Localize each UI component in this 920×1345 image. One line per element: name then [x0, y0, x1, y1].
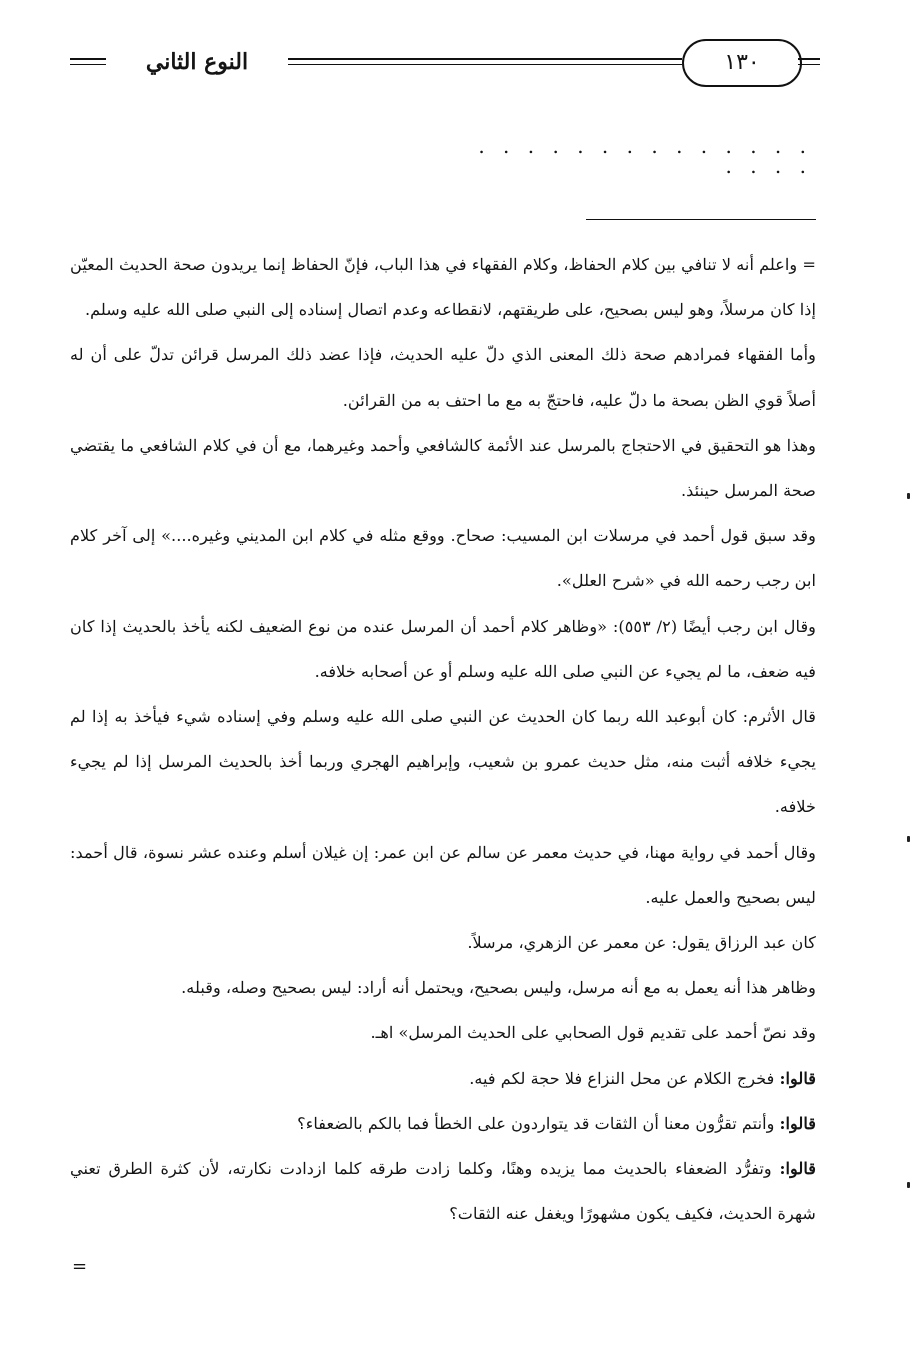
scan-speck [907, 836, 910, 842]
header-rule-right-inner [798, 64, 820, 65]
footnote-text [70, 242, 816, 1236]
paragraph-label: قالوا: [779, 1159, 816, 1179]
paragraph-body: وأنتم تقرُّون معنا أن الثقات قد يتواردون على الخطأ فما بالكم بالضعفاء؟ [297, 1113, 780, 1133]
paragraph-body: فخرج الكلام عن محل النزاع فلا حجة لكم فيه. [469, 1068, 780, 1088]
header-rule-right-outer [798, 58, 820, 60]
paragraph-3: وهذا هو التحقيق في الاحتجاج بالمرسل عند الأئمة كالشافعي وأحمد وغيرهما، مع أن في كلام الشافعي ما يقتضي صحة المرسل حينئذ. [70, 435, 816, 501]
paragraph-body: وتفرُّد الضعفاء بالحديث مما يزيده وهنًا، وكلما زادت طرقه كلما ازدادت نكارته، لأن كثرة الطرق تعني شهرة الحديث، فكيف يكون مشهورًا ويغفل عنه الثقات؟ [70, 1159, 816, 1224]
paragraph-6: قال الأثرم: كان أبوعبد الله ربما كان الحديث عن النبي صلى الله عليه وسلم وفي إسناده شيء فيأخذ به إذا لم يجيء خلافه أثبت منه، مثل حديث عمرو بن شعيب، وإبراهيم الهجري وربما أخذ بالحديث المرسل إذا لم يجيء خلافه. [70, 707, 816, 817]
paragraph-12 [70, 1101, 816, 1146]
paragraph-2: وأما الفقهاء فمرادهم صحة ذلك المعنى الذي دلّ عليه الحديث، فإذا عضد ذلك المرسل قرائن تدلّ على أن له أصلاً قوي الظن بصحة ما دلّ عليه، فاحتجّ به مع ما احتف به من القرائن. [70, 345, 816, 410]
page-header [70, 36, 820, 88]
header-rule-middle-inner [288, 64, 682, 65]
paragraph-4: وقد سبق قول أحمد في مرسلات ابن المسيب: صحاح. ووقع مثله في كلام ابن المديني وغيره....» إلى آخر كلام ابن رجب رحمه الله في «شرح العلل». [70, 526, 816, 591]
page-number: ١٣٠ [682, 39, 802, 87]
paragraph-label: قالوا: [779, 1068, 816, 1088]
continuation-mark: = [72, 1256, 88, 1277]
paragraph-13 [70, 1146, 816, 1236]
scan-speck [907, 493, 910, 499]
paragraph-label: قالوا: [779, 1113, 816, 1133]
header-rule-middle-outer [288, 58, 682, 60]
paragraph-7: وقال أحمد في رواية مهنا، في حديث معمر عن سالم عن ابن عمر: إن غيلان أسلم وعنده عشر نسوة، قال أحمد: ليس بصحيح والعمل عليه. [70, 842, 816, 907]
chapter-title: النوع الثاني [145, 49, 249, 75]
ellipsis-dots: . . . . . . . . . . . . . . . . . . [478, 134, 812, 178]
paragraph-8: كان عبد الرزاق يقول: عن معمر عن الزهري، مرسلاً. [467, 933, 816, 953]
paragraph-1: = واعلم أنه لا تنافي بين كلام الحفاظ، وكلام الفقهاء في هذا الباب، فإنّ الحفاظ إنما يريدون صحة الحديث المعيّن إذا كان مرسلاً، وهو ليس بصحيح، على طريقتهم، لانقطاعه وعدم اتصال إسناده إلى النبي صلى الله عليه وسلم. [70, 255, 816, 320]
paragraph-5: وقال ابن رجب أيضًا (٢/ ٥٥٣): «وظاهر كلام أحمد أن المرسل عنده من نوع الضعيف لكنه يأخذ بالحديث إذا كان فيه ضعف، ما لم يجيء عن النبي صلى الله عليه وسلم أو عن أصحابه خلافه. [70, 616, 817, 681]
paragraph-9: وظاهر هذا أنه يعمل به مع أنه مرسل، وليس بصحيح، ويحتمل أنه أراد: ليس بصحيح وصله، وقبله. [181, 978, 816, 998]
paragraph-11 [70, 1056, 816, 1101]
paragraph-10: وقد نصّ أحمد على تقديم قول الصحابي على الحديث المرسل» اهـ. [370, 1023, 816, 1043]
header-rule-left-outer [70, 58, 106, 60]
scan-speck [907, 1182, 910, 1188]
header-rule-left-inner [70, 64, 106, 65]
footnote-separator [586, 219, 816, 220]
